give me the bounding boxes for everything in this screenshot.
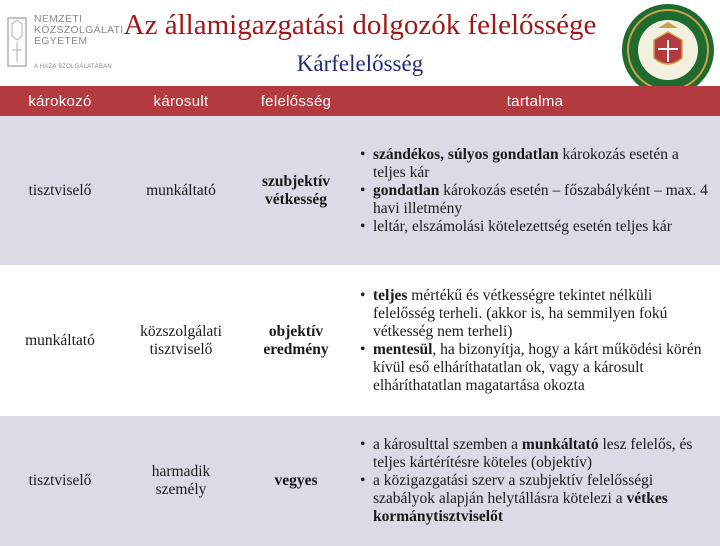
cell-karokozo: tisztviselő (0, 415, 120, 546)
karosult-line-1: közszolgálati (140, 322, 222, 340)
header-karokozo: károkozó (0, 86, 120, 116)
logo-line-2: KÖZSZOLGÁLATI (34, 24, 124, 36)
cell-tartalma (350, 116, 720, 266)
table-header-row (0, 86, 720, 116)
header-felelosseg: felelősség (242, 86, 350, 116)
karosult-line-2: személy (155, 481, 207, 498)
cell-tartalma (350, 266, 720, 415)
page-subtitle: Kárfelelősség (296, 51, 424, 76)
list-item: • leltár, elszámolási kötelezettség esetén teljes kár (373, 218, 711, 236)
list-item: • mentesül, ha bizonyítja, hogy a kárt működési körén kívül eső elháríthatatlan ok, vagy a károsult elháríthatatlan magatartása okozta (373, 341, 711, 395)
felelosseg-line-1: objektív (268, 322, 324, 340)
list-item: • teljes mértékű és vétkességre tekintet nélküli felelősség terheli. (akkor is, ha semmilyen fokú vétkesség nem terheli) (373, 287, 711, 341)
list-item: • gondatlan károkozás esetén – főszabályként – max. 4 havi illetmény (373, 182, 711, 218)
karosult-line-2: tisztviselő (149, 340, 213, 358)
seal-icon (620, 2, 716, 98)
logo-line-3: EGYETEM (34, 35, 88, 47)
cell-karokozo: tisztviselő (0, 116, 120, 266)
cell-felelosseg: vegyes (242, 415, 350, 546)
liability-table (0, 86, 720, 546)
table-row (0, 116, 720, 266)
felelosseg-line-2: eredmény (263, 340, 329, 358)
cell-tartalma (350, 415, 720, 546)
cell-karokozo: munkáltató (0, 266, 120, 415)
cell-karosult (120, 266, 242, 415)
header-karosult: károsult (120, 86, 242, 116)
header-tartalma: tartalma (350, 86, 720, 116)
logo-line-1: NEMZETI (34, 13, 83, 25)
list-item: • szándékos, súlyos gondatlan károkozás esetén a teljes kár (373, 146, 711, 182)
felelosseg-line-1: szubjektív (261, 172, 331, 190)
table-row (0, 266, 720, 415)
cell-felelosseg (242, 266, 350, 415)
felelosseg-line-2: vétkesség (265, 190, 327, 208)
list-item: • a közigazgatási szerv a szubjektív felelősségi szabályok alapján helytállásra kötelezi a vétkes kormánytisztviselőt (373, 472, 711, 526)
cell-karosult (120, 415, 242, 546)
table-row (0, 415, 720, 546)
karosult-line-1: harmadik (151, 463, 211, 480)
cell-karosult: munkáltató (120, 116, 242, 266)
list-item: • a károsulttal szemben a munkáltató lesz felelős, és teljes kártérítésre köteles (objektív) (373, 436, 711, 472)
page-title: Az államigazgatási dolgozók felelőssége (123, 9, 597, 41)
cell-felelosseg (242, 116, 350, 266)
logo-motto: A HAZA SZOLGÁLATÁBAN (34, 64, 112, 70)
